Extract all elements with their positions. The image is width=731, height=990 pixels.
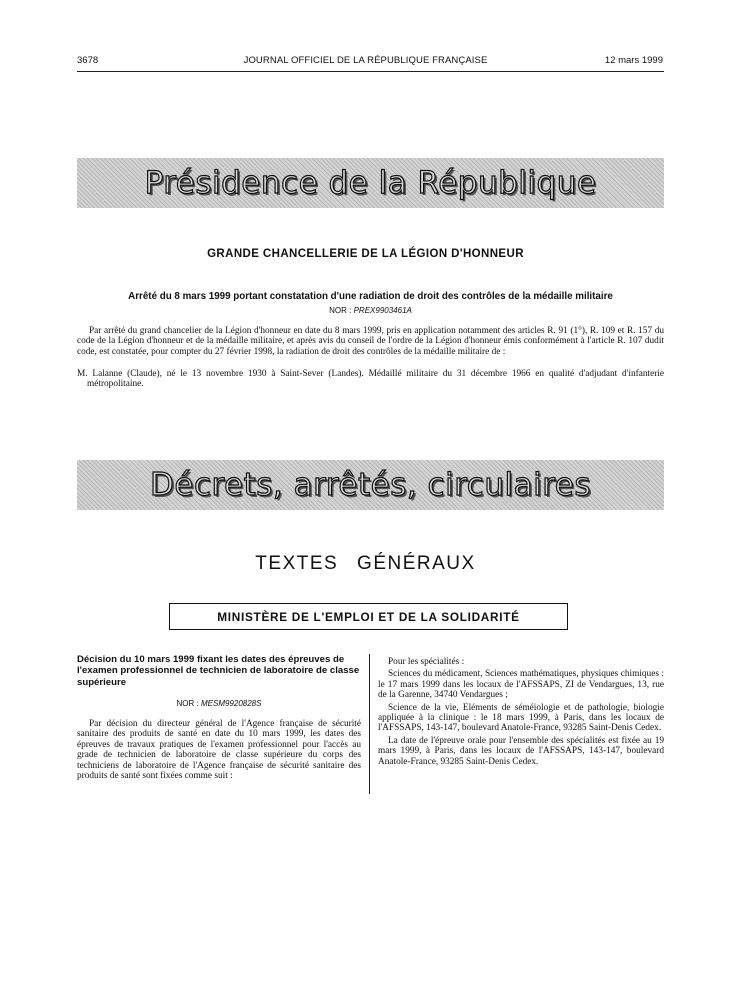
decision-paragraph: Sciences du médicament, Sciences mathématiques, physiques chimiques : le 17 mars 1999 dans les locaux de l'AFSSAPS, ZI de Vendargues, 13, rue de la Garenne, 34740 Vendargues ; [378,669,664,701]
chancellerie-heading: GRANDE CHANCELLERIE DE LA LÉGION D'HONNEUR [207,248,524,260]
textes-generaux-heading [0,553,731,575]
decision-title: Décision du 10 mars 1999 fixant les dates des épreuves de l'examen professionnel de technicien de laboratoire de classe supérieure [77,654,360,688]
decision-paragraph: Pour les spécialités : [388,657,465,667]
arrete-title: Arrêté du 8 mars 1999 portant constatation d'une radiation de droit des contrôles de la médaille militaire [128,291,613,302]
section-banner-presidence [77,158,664,208]
decision-paragraph: Science de la vie, Eléments de séméiologie et de pathologie, biologie appliquée à la clinique : le 18 mars 1999, à Paris, dans les locaux de l'AFSSAPS, 143-147, boulevard Anatole-France, 93285 Saint-Denis Cedex. [378,702,664,734]
banner-title: Décrets, arrêtés, circulaires [150,467,591,503]
nor-reference [77,306,664,315]
arrete-paragraph: M. Lalanne (Claude), né le 13 novembre 1930 à Saint-Sever (Landes). Médaillé militaire du 31 décembre 1966 en qualité d'adjudant d'infanterie métropolitaine. [77,369,664,390]
arrete-paragraph: Par arrêté du grand chancelier de la Légion d'honneur en date du 8 mars 1999, pris en application notamment des articles R. 91 (1°), R. 109 et R. 157 du code de la Légion d'honneur et de la médaille militaire, et après avis du conseil de l'ordre de la Légion d'honneur émis conformément à l'article R. 107 dudit code, est constatée, pour compter du 27 février 1998, la radiation de droit des contrôles de la médaille militaire de : [77,326,664,357]
decision-paragraph: La date de l'épreuve orale pour l'ensemble des spécialités est fixée au 19 mars 1999, à Paris, dans les locaux de l'AFSSAPS, 143-147, boulevard Anatole-France, 93285 Saint-Denis Cedex. [378,735,664,767]
nor-code: MESM9920828S [200,699,262,708]
heading-word: GÉNÉRAUX [357,553,476,574]
nor-code: PREX9903461A [353,306,412,315]
header-rule [77,71,664,72]
column-divider [369,654,370,794]
page-number: 3678 [77,55,99,66]
section-banner-decrets [77,460,664,510]
nor-label: NOR : [176,699,199,708]
decision-right-column [378,657,664,769]
ministere-box [169,603,568,630]
nor-label: NOR : [329,306,352,315]
heading-word: TEXTES [255,553,339,574]
journal-title: JOURNAL OFFICIEL DE LA RÉPUBLIQUE FRANÇAISE [243,55,488,66]
ministere-label: MINISTÈRE DE L'EMPLOI ET DE LA SOLIDARITÉ [217,609,520,624]
banner-title: Présidence de la République [144,165,597,201]
issue-date: 12 mars 1999 [604,55,663,66]
decision-paragraph: Par décision du directeur général de l'Agence française de sécurité sanitaire des produits de santé en date du 10 mars 1999, les dates des épreuves de travaux pratiques de l'examen professionnel pour l'accès au grade de technicien de laboratoire de classe supérieure du corps des techniciens de laboratoire de l'Agence française de sécurité sanitaire des produits de santé sont fixées comme suit : [77,719,361,782]
nor-reference [77,699,361,708]
